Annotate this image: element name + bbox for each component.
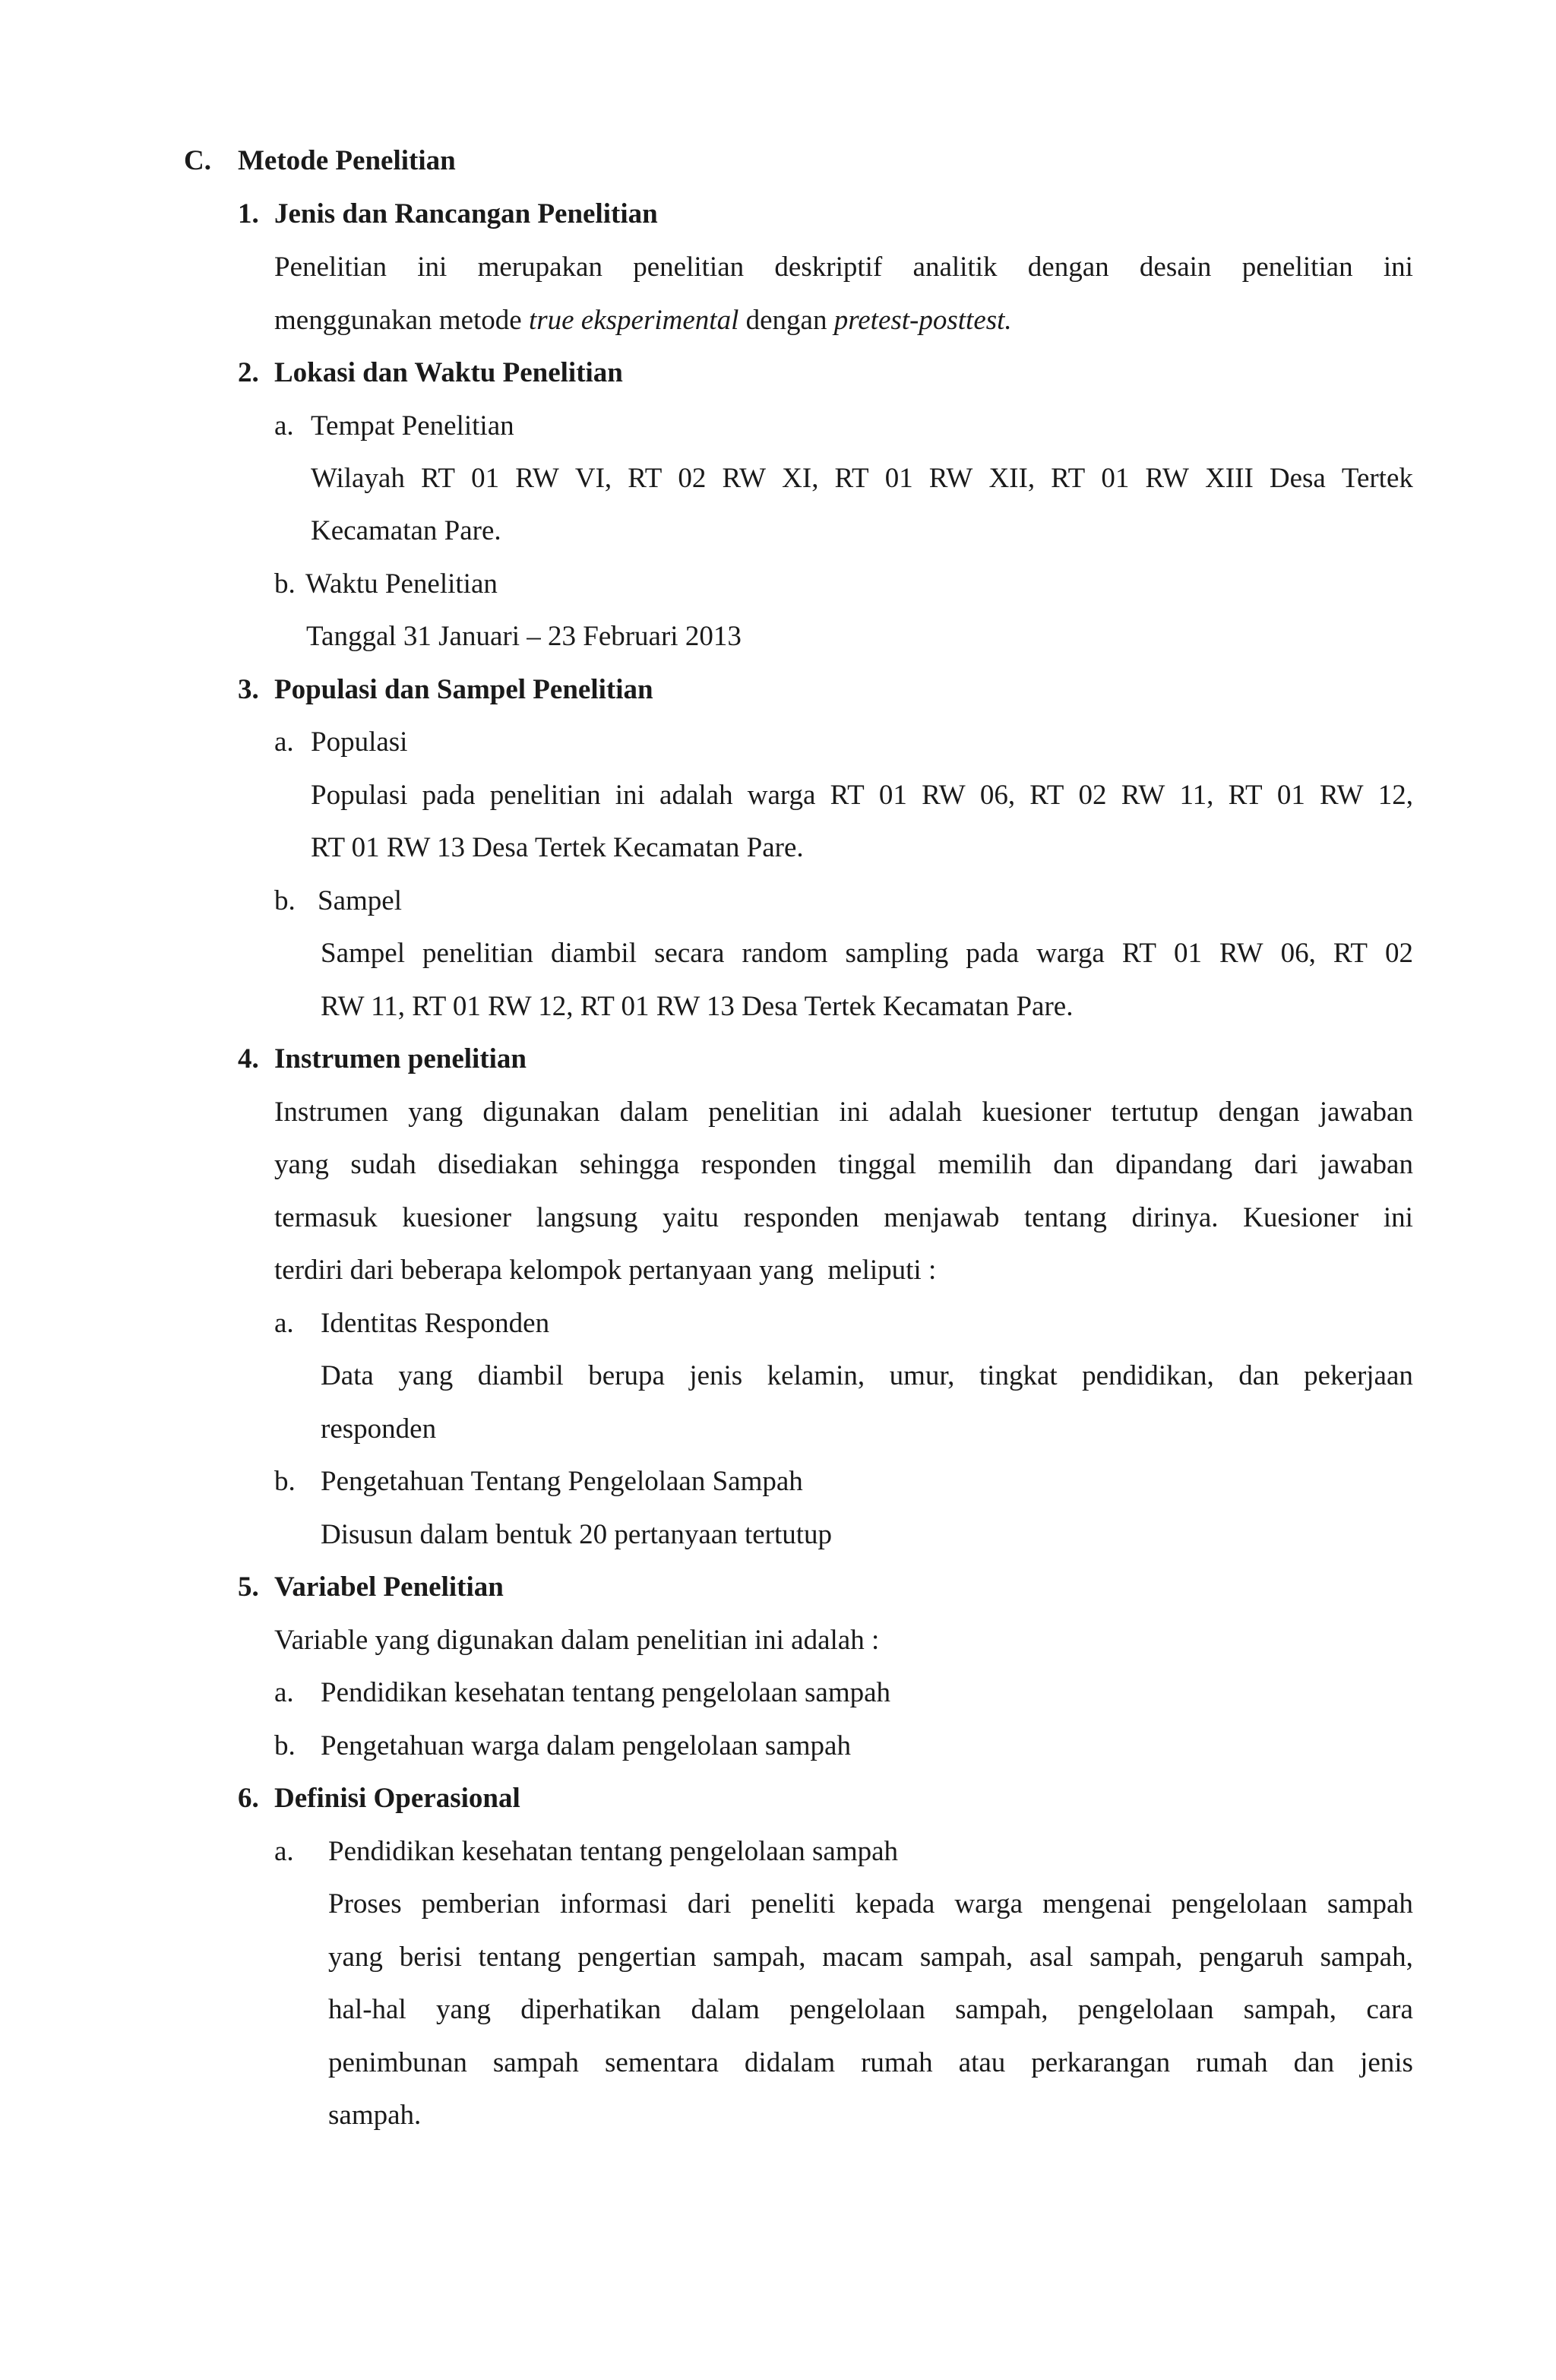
word: peneliti: [751, 1888, 836, 1920]
word: RT: [1029, 780, 1064, 811]
word: RT: [1121, 938, 1156, 969]
word: tertutup: [1111, 1097, 1199, 1128]
word: sampah: [1327, 1888, 1413, 1920]
word: dalam: [619, 1097, 689, 1128]
word: Populasi: [311, 780, 408, 811]
word: Penelitian: [274, 252, 387, 283]
word: ini: [1383, 1202, 1413, 1233]
word: pada: [966, 938, 1020, 969]
word: deskriptif: [774, 252, 883, 283]
word: memilih: [938, 1149, 1032, 1180]
word: atau: [958, 2047, 1006, 2078]
word: yaitu: [662, 1202, 719, 1233]
paragraph-line: [328, 2049, 1413, 2082]
word: adalah: [659, 780, 733, 811]
paragraph-line: Kecamatan Pare.: [311, 515, 501, 546]
list-item-text: Pengetahuan warga dalam pengelolaan sampah: [321, 1730, 851, 1761]
word: diperhatikan: [520, 1994, 662, 2025]
word: umur,: [889, 1360, 955, 1391]
word: sampah,: [919, 1942, 1014, 1973]
word: rumah: [861, 2047, 933, 2078]
word: 02: [678, 463, 707, 494]
word: didalam: [744, 2047, 836, 2078]
word: dengan: [1218, 1097, 1300, 1128]
paragraph-line: [311, 464, 1413, 498]
list-label: a.: [274, 1836, 294, 1867]
word: 12,: [1377, 780, 1413, 811]
word: 02: [1078, 780, 1107, 811]
word: penelitian: [633, 252, 745, 283]
paragraph-line: [321, 939, 1413, 973]
word: Desa: [1269, 463, 1326, 494]
word: berupa: [588, 1360, 665, 1391]
word: merupakan: [477, 252, 602, 283]
list-label: b.: [274, 1730, 296, 1761]
heading-jenis-rancangan: Jenis dan Rancangan Penelitian: [274, 198, 658, 229]
paragraph-line: Tanggal 31 Januari – 23 Februari 2013: [306, 621, 742, 652]
word: warga: [747, 780, 816, 811]
list-label: b.: [274, 885, 296, 916]
word: Instrumen: [274, 1097, 389, 1128]
word: tinggal: [838, 1149, 917, 1180]
word: asal: [1029, 1942, 1074, 1973]
word: sampling: [845, 938, 949, 969]
word: RT: [1051, 463, 1086, 494]
word: ini: [839, 1097, 869, 1128]
word: pekerjaan: [1304, 1360, 1413, 1391]
word: sementara: [604, 2047, 719, 2078]
heading-number-3: 3.: [238, 674, 259, 705]
word: pengelolaan: [789, 1994, 925, 2025]
word: RW: [922, 780, 966, 811]
list-label: b.: [274, 568, 296, 600]
word: dalam: [691, 1994, 760, 2025]
word: hal-hal: [328, 1994, 406, 2025]
word: yang: [408, 1097, 463, 1128]
word: mengenai: [1042, 1888, 1152, 1920]
word: RW: [1219, 938, 1263, 969]
word: tentang: [1023, 1202, 1107, 1233]
word: tingkat: [979, 1360, 1058, 1391]
paragraph-line: responden: [321, 1413, 437, 1445]
word: termasuk: [274, 1202, 378, 1233]
word: sampah,: [1320, 1942, 1413, 1973]
word: sampah,: [1090, 1942, 1183, 1973]
word: secara: [654, 938, 725, 969]
paragraph-line: [321, 1362, 1413, 1395]
word: pengaruh: [1199, 1942, 1304, 1973]
word: jenis: [689, 1360, 743, 1391]
word: penimbunan: [328, 2047, 467, 2078]
word: RT: [420, 463, 456, 494]
word: pengertian: [577, 1942, 697, 1973]
subheading-pengetahuan: Pengetahuan Tentang Pengelolaan Sampah: [321, 1466, 803, 1497]
paragraph-line: [274, 1204, 1413, 1237]
word: yang: [436, 1994, 491, 2025]
paragraph-line: [328, 1890, 1413, 1923]
italic-term: true eksperimental: [528, 305, 739, 336]
word: jawaban: [1319, 1149, 1413, 1180]
word: XI,: [782, 463, 819, 494]
word: Tertek: [1341, 463, 1413, 494]
word: diambil: [477, 1360, 564, 1391]
section-title: Metode Penelitian: [238, 145, 456, 176]
word: RT: [830, 780, 865, 811]
heading-variabel: Variabel Penelitian: [274, 1571, 504, 1603]
word: Data: [321, 1360, 374, 1391]
word: penelitian: [489, 780, 601, 811]
heading-populasi-sampel: Populasi dan Sampel Penelitian: [274, 674, 653, 705]
word: 06,: [979, 780, 1016, 811]
paragraph-line: RT 01 RW 13 Desa Tertek Kecamatan Pare.: [311, 832, 804, 863]
paragraph-line: [274, 1150, 1413, 1184]
paragraph-line: [274, 253, 1413, 286]
section-marker: C.: [184, 145, 211, 176]
word: dengan: [1027, 252, 1109, 283]
word: yang: [398, 1360, 454, 1391]
subheading-populasi: Populasi: [311, 726, 408, 758]
word: sampah,: [713, 1942, 806, 1973]
word: Wilayah: [311, 463, 405, 494]
word: 01: [878, 780, 907, 811]
word: dan: [1053, 1149, 1094, 1180]
word: RW: [1320, 780, 1364, 811]
word: 01: [471, 463, 500, 494]
subheading-tempat: Tempat Penelitian: [311, 410, 514, 442]
word: dirinya.: [1131, 1202, 1219, 1233]
word: langsung: [536, 1202, 638, 1233]
word: yang: [328, 1942, 383, 1973]
word: rumah: [1196, 2047, 1268, 2078]
word: RW: [1145, 463, 1189, 494]
word: Sampel: [321, 938, 405, 969]
heading-definisi: Definisi Operasional: [274, 1783, 520, 1814]
word: warga: [954, 1888, 1023, 1920]
word: responden: [743, 1202, 859, 1233]
word: sudah: [350, 1149, 416, 1180]
word: jawaban: [1319, 1097, 1413, 1128]
heading-number-4: 4.: [238, 1043, 259, 1074]
subheading-sampel: Sampel: [318, 885, 402, 916]
italic-term: pretest-posttest.: [833, 305, 1012, 336]
word: menjawab: [884, 1202, 1000, 1233]
paragraph-line: Disusun dalam bentuk 20 pertanyaan tertutup: [321, 1519, 833, 1550]
word: digunakan: [482, 1097, 600, 1128]
paragraph-line: [328, 1943, 1413, 1976]
word: kuesioner: [982, 1097, 1092, 1128]
word: pemberian: [421, 1888, 540, 1920]
word: VI,: [574, 463, 612, 494]
word: berisi: [399, 1942, 462, 1973]
word: dari: [687, 1888, 732, 1920]
word: RW: [515, 463, 559, 494]
word: adalah: [888, 1097, 963, 1128]
subheading-identitas: Identitas Responden: [321, 1308, 550, 1339]
text-run: dengan: [738, 305, 834, 336]
word: cara: [1366, 1994, 1413, 2025]
heading-number-1: 1.: [238, 198, 259, 229]
heading-lokasi-waktu: Lokasi dan Waktu Penelitian: [274, 357, 623, 388]
word: sehingga: [579, 1149, 680, 1180]
paragraph-line: [274, 306, 1012, 340]
word: diambil: [550, 938, 637, 969]
subheading-waktu: Waktu Penelitian: [305, 568, 498, 600]
word: perkarangan: [1031, 2047, 1171, 2078]
list-item-text: Pendidikan kesehatan tentang pengelolaan sampah: [321, 1677, 891, 1708]
word: 06,: [1280, 938, 1316, 969]
word: dari: [1254, 1149, 1298, 1180]
word: desain: [1139, 252, 1212, 283]
word: Kuesioner: [1243, 1202, 1359, 1233]
word: ini: [417, 252, 448, 283]
paragraph-line: [311, 781, 1413, 815]
word: pengelolaan: [1172, 1888, 1308, 1920]
word: 01: [1276, 780, 1305, 811]
word: penelitian: [1241, 252, 1353, 283]
word: Proses: [328, 1888, 402, 1920]
heading-number-5: 5.: [238, 1571, 259, 1603]
word: 11,: [1179, 780, 1214, 811]
word: sampah,: [955, 1994, 1048, 2025]
paragraph-line: RW 11, RT 01 RW 12, RT 01 RW 13 Desa Tertek Kecamatan Pare.: [321, 991, 1074, 1022]
word: RT: [628, 463, 663, 494]
paragraph-line: sampah.: [328, 2100, 422, 2131]
word: RW: [1121, 780, 1165, 811]
word: 01: [884, 463, 913, 494]
subheading-pendidikan: Pendidikan kesehatan tentang pengelolaan sampah: [328, 1836, 899, 1867]
word: pada: [422, 780, 476, 811]
word: 01: [1101, 463, 1130, 494]
word: ini: [1383, 252, 1413, 283]
word: penelitian: [708, 1097, 820, 1128]
word: RT: [834, 463, 869, 494]
word: random: [742, 938, 828, 969]
word: kelamin,: [767, 1360, 865, 1391]
word: macam: [822, 1942, 904, 1973]
word: informasi: [559, 1888, 668, 1920]
word: ini: [615, 780, 645, 811]
list-label: a.: [274, 1308, 294, 1339]
word: disediakan: [438, 1149, 558, 1180]
word: RW: [928, 463, 973, 494]
heading-instrumen: Instrumen penelitian: [274, 1043, 527, 1074]
word: RT: [1333, 938, 1368, 969]
heading-number-6: 6.: [238, 1783, 259, 1814]
word: XIII: [1205, 463, 1254, 494]
word: dan: [1293, 2047, 1335, 2078]
list-label: b.: [274, 1466, 296, 1497]
word: yang: [274, 1149, 329, 1180]
word: 02: [1384, 938, 1413, 969]
heading-number-2: 2.: [238, 357, 259, 388]
paragraph-line: terdiri dari beberapa kelompok pertanyaan yang meliputi :: [274, 1255, 937, 1286]
word: 01: [1173, 938, 1202, 969]
word: pendidikan,: [1082, 1360, 1214, 1391]
paragraph-line: [328, 1995, 1413, 2029]
word: pengelolaan: [1077, 1994, 1214, 2025]
word: RW: [722, 463, 767, 494]
paragraph-line: Variable yang digunakan dalam penelitian ini adalah :: [274, 1625, 880, 1656]
word: XII,: [988, 463, 1036, 494]
word: RT: [1228, 780, 1263, 811]
word: kepada: [855, 1888, 935, 1920]
paragraph-line: [274, 1098, 1413, 1131]
word: jenis: [1360, 2047, 1413, 2078]
word: sampah: [492, 2047, 579, 2078]
word: penelitian: [422, 938, 533, 969]
word: dipandang: [1115, 1149, 1233, 1180]
word: responden: [701, 1149, 817, 1180]
list-label: a.: [274, 410, 294, 442]
word: dan: [1238, 1360, 1279, 1391]
list-label: a.: [274, 726, 294, 758]
word: kuesioner: [402, 1202, 512, 1233]
list-label: a.: [274, 1677, 294, 1708]
word: warga: [1036, 938, 1105, 969]
word: tentang: [478, 1942, 561, 1973]
text-run: menggunakan metode: [274, 305, 529, 336]
word: analitik: [912, 252, 998, 283]
word: sampah,: [1243, 1994, 1337, 2025]
